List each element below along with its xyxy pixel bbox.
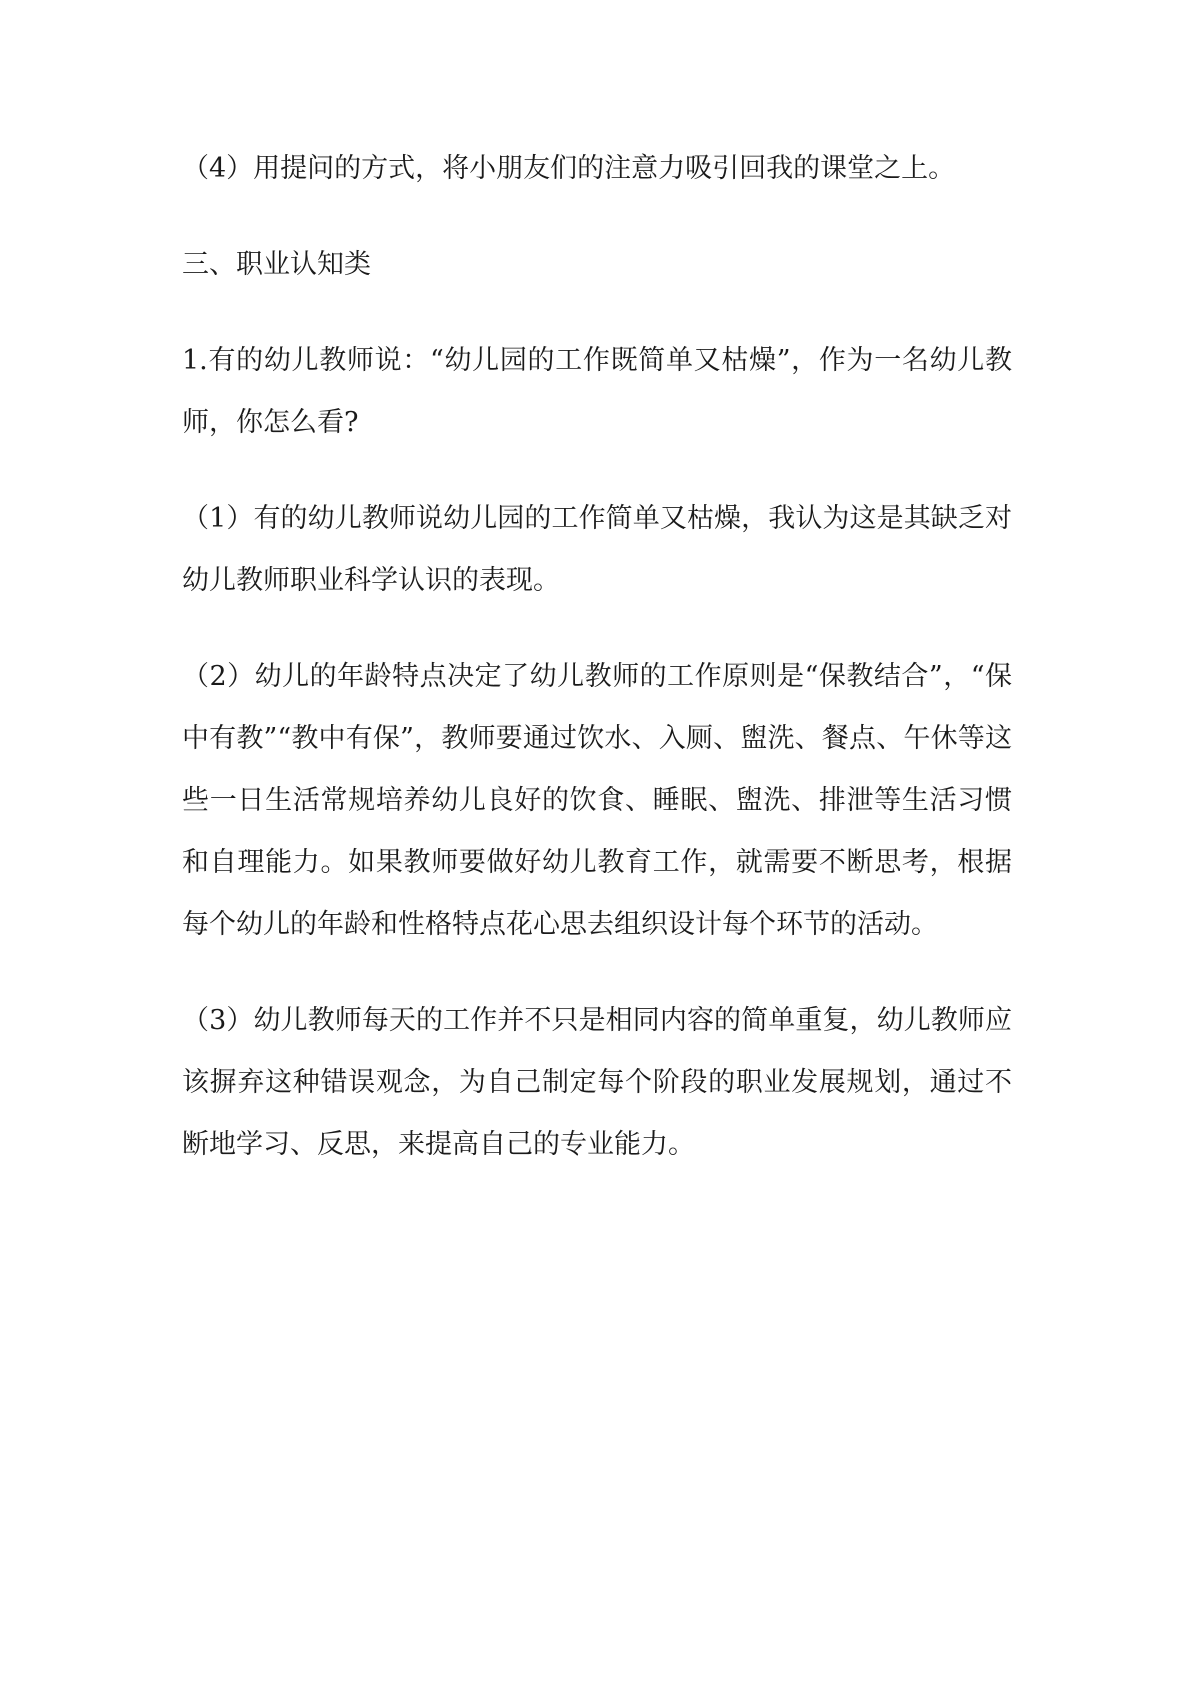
paragraph-answer-4: （4）用提问的方式，将小朋友们的注意力吸引回我的课堂之上。: [182, 153, 956, 184]
answer-point-2: （2）幼儿的年龄特点决定了幼儿教师的工作原则是“保教结合”，“保中有教”“教中有保”，教师要通过饮水、入厕、盥洗、餐点、午休等这些一日生活常规培养幼儿良好的饮食、睡眠、盥洗、排泄等生活习惯和自理能力。如果教师要做好幼儿教育工作，就需要不断思考，根据每个幼儿的年龄和性格特点花心思去组织设计每个环节的活动。: [182, 661, 1012, 940]
section-heading: 三、职业认知类: [182, 249, 371, 280]
document-body: [182, 138, 1012, 1210]
question-1: 1.有的幼儿教师说：“幼儿园的工作既简单又枯燥”，作为一名幼儿教师，你怎么看?: [182, 345, 1012, 438]
answer-point-1: （1）有的幼儿教师说幼儿园的工作简单又枯燥，我认为这是其缺乏对幼儿教师职业科学认识的表现。: [182, 503, 1012, 596]
answer-point-3: （3）幼儿教师每天的工作并不只是相同内容的简单重复，幼儿教师应该摒弃这种错误观念，为自己制定每个阶段的职业发展规划，通过不断地学习、反思，来提高自己的专业能力。: [182, 1005, 1012, 1160]
